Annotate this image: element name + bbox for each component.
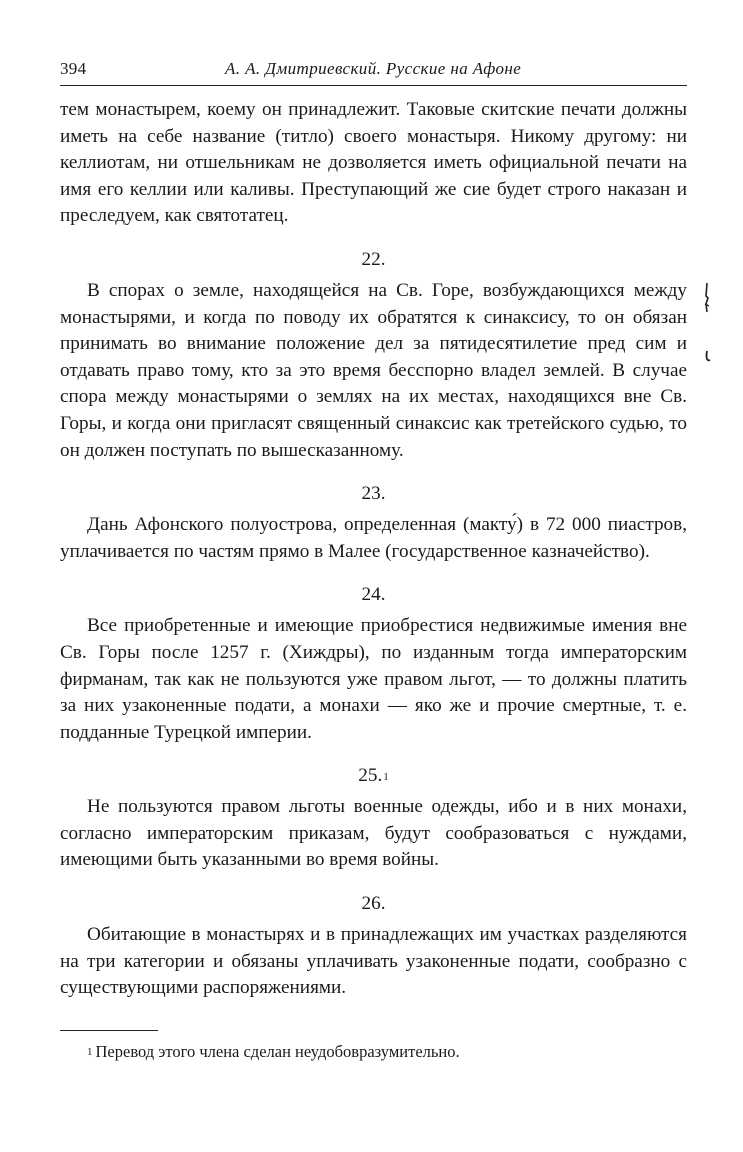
main-text xyxy=(60,97,687,1002)
page-number: 394 xyxy=(60,59,87,78)
footnote-mark: 1 xyxy=(87,1046,93,1058)
article-22-text: В спорах о земле, находящейся на Св. Горе, возбуждающихся между монастырями, и когда по поводу их обратятся к синаксису, то он обязан принимать во внимание положение дел за пятидесятилетие пред сим и отдавать право тому, кто за это время бесспорно владел землей. В случае спора между монастырями о землях на их местах, находящихся вне Св. Горы, и когда они пригласят священный синаксис как третейского судью, то он должен поступать по вышесказанному. xyxy=(60,279,687,461)
article-number-22: 22. xyxy=(361,248,386,270)
running-header xyxy=(60,55,687,86)
footnote-text: Перевод этого члена сделан неудобовразумительно. xyxy=(95,1042,460,1061)
paragraph-continuation: тем монастырем, коему он принадлежит. Таковые скитские печати должны иметь на себе название (титло) своего монастыря. Никому другому: ни келлиотам, ни отшельникам не дозволяется иметь официальной печати на имя его келлии или каливы. Преступающий же сие будет строго наказан и преследуем, как святотатец. xyxy=(60,99,687,227)
running-title: А. А. Дмитриевский. Русские на Афоне xyxy=(225,59,522,78)
margin-pencil-tick-icon xyxy=(704,349,712,363)
article-number-23: 23. xyxy=(361,483,386,505)
footnote-separator xyxy=(60,1030,158,1031)
article-23-text: Дань Афонского полуострова, определенная (макту́) в 72 000 пиастров, уплачивается по частям прямо в Малее (государственное казначейство). xyxy=(60,514,687,562)
article-26-text: Обитающие в монастырях и в принадлежащих им участках разделяются на три категории и обязаны уплачивать узаконенные подати, сообразно с существующими распоряжениями. xyxy=(60,924,687,999)
footnote xyxy=(87,1042,687,1062)
article-25-text: Не пользуются правом льготы военные одежды, ибо и в них монахи, согласно императорским приказам, будут сообразоваться с нуждами, имеющими быть указанными во время войны. xyxy=(60,796,687,871)
article-number-25-label: 25. xyxy=(358,765,383,787)
article-number-25 xyxy=(60,763,687,789)
article-number-24: 24. xyxy=(361,584,386,606)
article-number-26: 26. xyxy=(361,893,386,915)
footnote-reference: 1 xyxy=(383,771,389,784)
margin-pencil-mark-icon xyxy=(703,282,705,316)
article-24-text: Все приобретенные и имеющие приобрестися недвижимые имения вне Св. Горы после 1257 г. (Хиждры), по изданным тогда императорским фирманам, так как не пользуются уже правом льгот, — то должны платить за них узаконенные подати, а монахи — яко же и прочие смертные, т. е. подданные Турецкой империи. xyxy=(60,615,687,743)
